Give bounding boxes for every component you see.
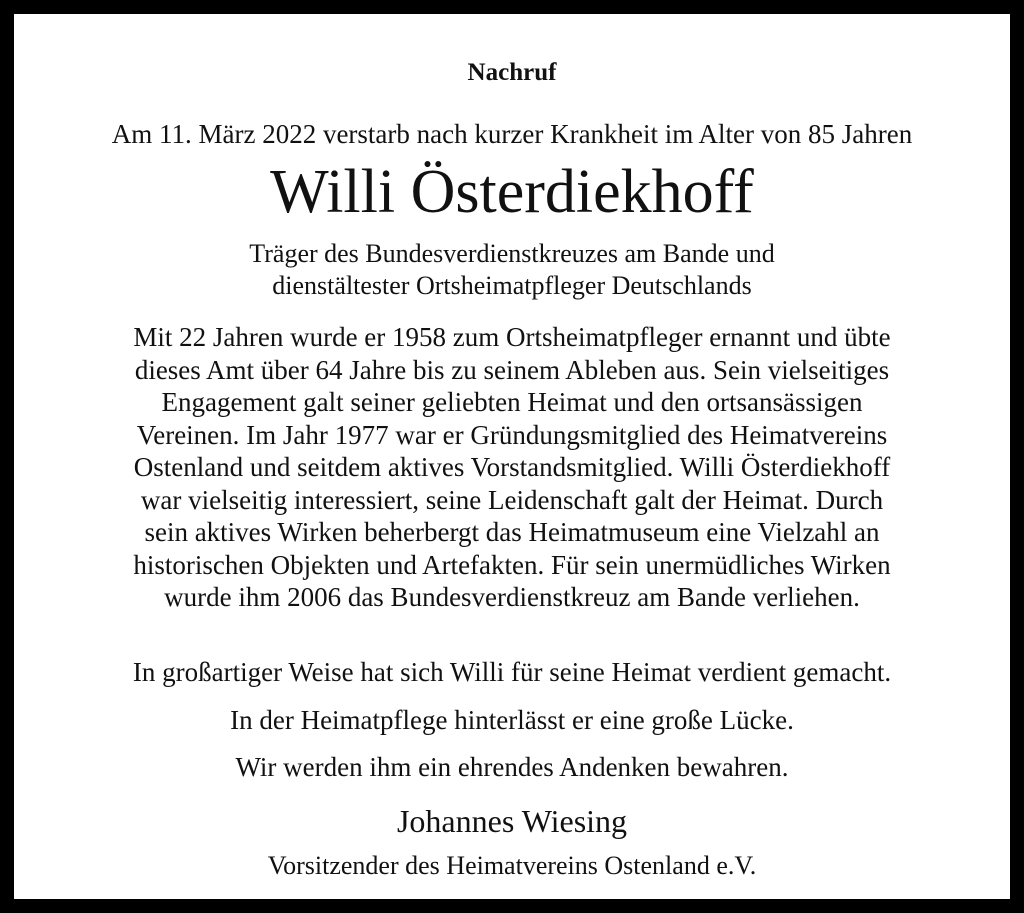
biography-line: Vereinen. Im Jahr 1977 war er Gründungsmitglied des Heimatvereins — [136, 419, 888, 450]
biography-line: dieses Amt über 64 Jahre bis zu seinem Ableben aus. Sein vielseitiges — [134, 354, 890, 385]
biography-paragraph — [14, 321, 1010, 614]
honors-line: Träger des Bundesverdienstkreuzes am Bande und — [249, 239, 775, 268]
closing-line: In großartiger Weise hat sich Willi für seine Heimat verdient gemacht. — [132, 657, 892, 687]
closing-line: In der Heimatpflege hinterlässt er eine große Lücke. — [230, 705, 794, 735]
signer-name: Johannes Wiesing — [396, 803, 628, 839]
biography-line: Mit 22 Jahren wurde er 1958 zum Ortsheimatpfleger ernannt und übte — [133, 322, 891, 352]
biography-line: sein aktives Wirken beherbergt das Heimatmuseum eine Vielzahl an — [144, 517, 880, 547]
closing-line: Wir werden ihm ein ehrendes Andenken bewahren. — [235, 752, 789, 782]
signer-role: Vorsitzender des Heimatvereins Ostenland e.V. — [267, 851, 757, 880]
deceased-name: Willi Österdiekhoff — [270, 158, 754, 226]
notice-heading: Nachruf — [467, 59, 557, 86]
biography-line: Ostenland und seitdem aktives Vorstandsmitglied. Willi Österdiekhoff — [133, 452, 891, 482]
biography-line: wurde ihm 2006 das Bundesverdienstkreuz am Bande verliehen. — [164, 582, 860, 612]
biography-line: Engagement galt seiner geliebten Heimat und den ortsansässigen — [161, 387, 863, 417]
biography-line: war vielseitig interessiert, seine Leidenschaft galt der Heimat. Durch — [140, 484, 884, 515]
honors-line: dienstältester Ortsheimatpfleger Deutschlands — [272, 271, 752, 300]
biography-line: historischen Objekten und Artefakten. Für sein unermüdliches Wirken — [133, 549, 891, 580]
death-announcement: Am 11. März 2022 verstarb nach kurzer Krankheit im Alter von 85 Jahren — [111, 119, 913, 149]
honors-block — [14, 238, 1010, 302]
